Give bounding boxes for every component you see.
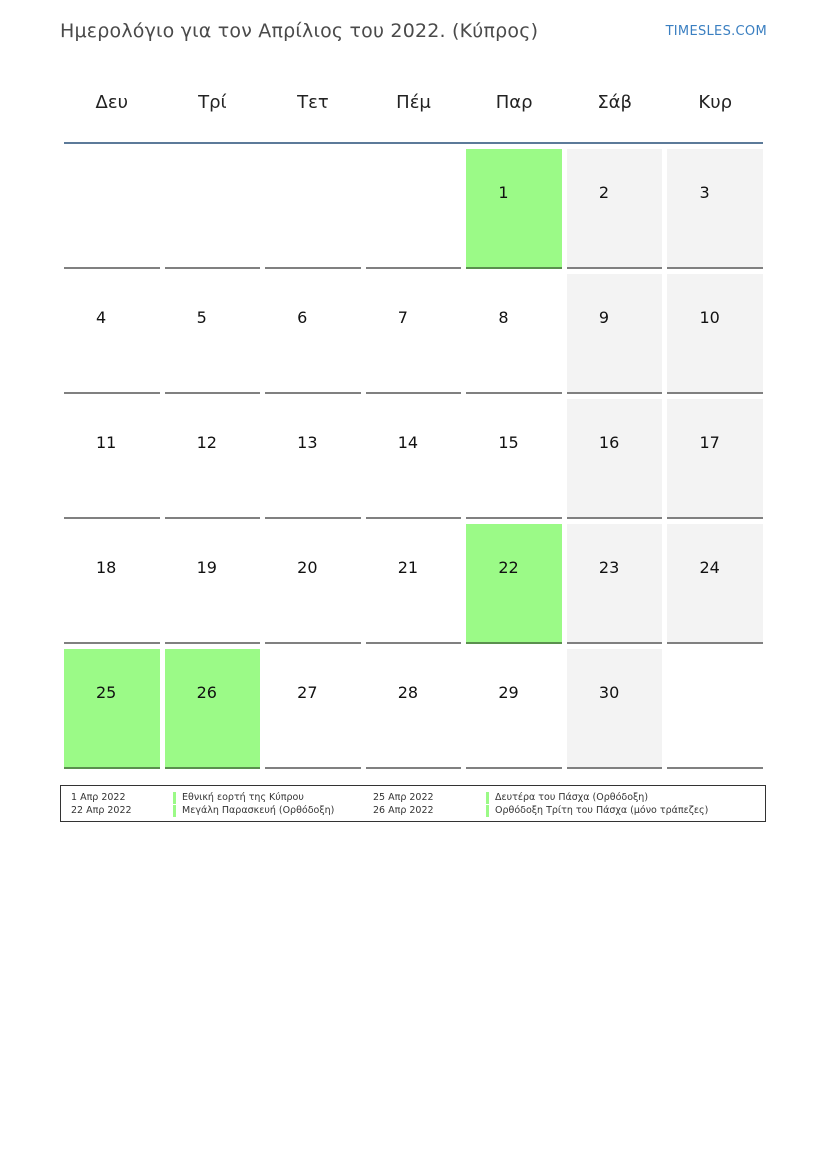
weekday-sat: Σάβ bbox=[597, 92, 633, 113]
day-number: 29 bbox=[498, 683, 519, 702]
day-cell[interactable] bbox=[466, 274, 562, 394]
empty-day-cell bbox=[667, 649, 763, 769]
day-cell[interactable] bbox=[64, 399, 160, 519]
day-cell[interactable] bbox=[567, 524, 663, 644]
day-number: 21 bbox=[397, 558, 419, 577]
day-number: 14 bbox=[397, 433, 419, 452]
day-cell[interactable] bbox=[466, 399, 562, 519]
calendar-week bbox=[64, 274, 763, 394]
day-number: 6 bbox=[297, 308, 308, 327]
weekday-tue: Τρί bbox=[198, 92, 227, 113]
weekday-header bbox=[64, 88, 763, 144]
day-cell[interactable] bbox=[64, 274, 160, 394]
day-cell[interactable] bbox=[165, 524, 261, 644]
day-number: 26 bbox=[196, 683, 217, 702]
weekday-thu: Πέμ bbox=[396, 92, 431, 113]
day-number: 19 bbox=[196, 558, 217, 577]
day-number: 13 bbox=[297, 433, 318, 452]
day-number: 1 bbox=[498, 183, 509, 202]
legend-date: 1 Απρ 2022 bbox=[71, 792, 126, 803]
day-number: 9 bbox=[598, 308, 610, 327]
day-number: 28 bbox=[397, 683, 419, 702]
weekday-wed: Τετ bbox=[297, 92, 329, 113]
day-number: 24 bbox=[699, 558, 720, 577]
day-number: 17 bbox=[699, 433, 720, 452]
empty-day-cell bbox=[165, 149, 261, 269]
day-cell[interactable] bbox=[265, 399, 361, 519]
weekday-mon: Δευ bbox=[95, 92, 129, 113]
day-cell[interactable] bbox=[366, 649, 462, 769]
legend-date: 22 Απρ 2022 bbox=[71, 805, 132, 816]
day-number: 11 bbox=[96, 433, 117, 452]
weekday-fri: Παρ bbox=[495, 92, 533, 113]
day-number: 20 bbox=[297, 558, 318, 577]
day-number: 27 bbox=[297, 683, 318, 702]
legend-holiday-name: Εθνική εορτή της Κύπρου bbox=[173, 792, 304, 804]
legend-date: 25 Απρ 2022 bbox=[373, 792, 434, 803]
legend-date: 26 Απρ 2022 bbox=[373, 805, 434, 816]
day-cell[interactable] bbox=[567, 649, 663, 769]
day-cell-holiday[interactable] bbox=[64, 649, 160, 769]
day-number: 15 bbox=[498, 433, 519, 452]
day-cell[interactable] bbox=[265, 524, 361, 644]
day-cell[interactable] bbox=[667, 524, 763, 644]
calendar-week bbox=[64, 524, 763, 644]
page-title: Ημερολόγιο για τον Απρίλιος του 2022. (Κύπρος) bbox=[60, 20, 539, 42]
calendar-week bbox=[64, 399, 763, 519]
day-cell[interactable] bbox=[667, 149, 763, 269]
day-cell[interactable] bbox=[667, 399, 763, 519]
day-number: 30 bbox=[598, 683, 620, 702]
legend-holiday-name: Μεγάλη Παρασκευή (Ορθόδοξη) bbox=[173, 805, 334, 817]
day-number: 2 bbox=[598, 183, 610, 202]
empty-day-cell bbox=[265, 149, 361, 269]
calendar-week bbox=[64, 649, 763, 769]
legend-holiday-name: Ορθόδοξη Τρίτη του Πάσχα (μόνο τράπεζες) bbox=[486, 805, 708, 817]
empty-day-cell bbox=[64, 149, 160, 269]
calendar-week bbox=[64, 149, 763, 269]
day-number: 7 bbox=[397, 308, 408, 327]
day-cell[interactable] bbox=[165, 399, 261, 519]
day-cell[interactable] bbox=[466, 649, 562, 769]
day-number: 10 bbox=[699, 308, 720, 327]
day-cell[interactable] bbox=[567, 399, 663, 519]
day-cell-holiday[interactable] bbox=[466, 524, 562, 644]
day-number: 18 bbox=[96, 558, 117, 577]
day-number: 4 bbox=[96, 308, 107, 327]
day-cell-holiday[interactable] bbox=[466, 149, 562, 269]
day-cell[interactable] bbox=[165, 274, 261, 394]
brand-link[interactable]: TIMESLES.COM bbox=[665, 24, 767, 39]
day-number: 8 bbox=[498, 308, 509, 327]
legend-row bbox=[61, 805, 765, 817]
day-cell[interactable] bbox=[366, 524, 462, 644]
legend-row bbox=[61, 792, 765, 804]
day-cell[interactable] bbox=[265, 649, 361, 769]
weekday-sun: Κυρ bbox=[698, 92, 733, 113]
day-number: 22 bbox=[498, 558, 519, 577]
empty-day-cell bbox=[366, 149, 462, 269]
calendar-grid bbox=[64, 149, 763, 774]
holiday-legend bbox=[60, 785, 766, 822]
day-number: 3 bbox=[699, 183, 710, 202]
day-cell[interactable] bbox=[366, 274, 462, 394]
day-number: 5 bbox=[196, 308, 207, 327]
day-number: 23 bbox=[598, 558, 620, 577]
day-number: 25 bbox=[96, 683, 117, 702]
legend-holiday-name: Δευτέρα του Πάσχα (Ορθόδοξη) bbox=[486, 792, 648, 804]
day-cell[interactable] bbox=[366, 399, 462, 519]
day-cell[interactable] bbox=[567, 149, 663, 269]
day-cell[interactable] bbox=[567, 274, 663, 394]
day-number: 16 bbox=[598, 433, 620, 452]
day-number: 12 bbox=[196, 433, 217, 452]
day-cell[interactable] bbox=[667, 274, 763, 394]
day-cell[interactable] bbox=[265, 274, 361, 394]
day-cell-holiday[interactable] bbox=[165, 649, 261, 769]
day-cell[interactable] bbox=[64, 524, 160, 644]
